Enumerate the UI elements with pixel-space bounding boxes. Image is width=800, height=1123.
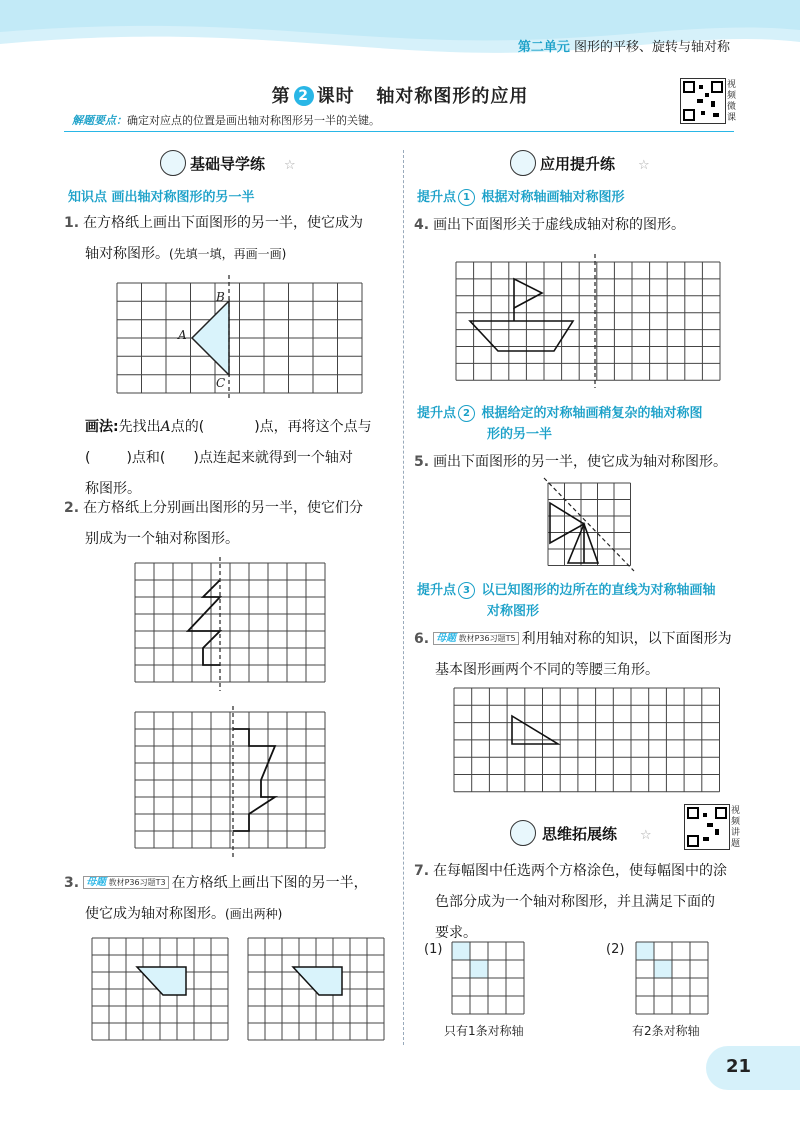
lesson-name: 轴对称图形的应用 — [376, 86, 529, 107]
question-7 — [414, 856, 786, 949]
page-number-tab — [706, 1046, 800, 1090]
method-l2a: ( — [85, 450, 91, 466]
question-6 — [414, 624, 794, 686]
lesson-suffix: 课时 — [316, 86, 355, 107]
q2-line1: 在方格纸上分别画出图形的另一半，使它们分 — [83, 500, 364, 516]
method-l2c: )点连起来就得到一个轴对 — [193, 450, 353, 466]
q7-sub1-label: (1) — [424, 942, 443, 957]
q2a-shape — [188, 580, 220, 665]
q3-grid-1 — [92, 938, 232, 1044]
page-number: 21 — [726, 1056, 752, 1077]
column-divider — [403, 150, 404, 1045]
point-3-label: 提升点 — [417, 583, 457, 598]
q7-grid-1 — [452, 942, 532, 1022]
question-3 — [64, 868, 399, 930]
star-icon-2: ☆ — [638, 158, 650, 173]
star-icon-3: ☆ — [640, 828, 652, 843]
point-1-text: 根据对称轴画轴对称图形 — [481, 190, 625, 205]
section-basic-title: 基础导学练 — [190, 155, 266, 173]
q3-tag-ref: 教材P36习题T3 — [108, 878, 166, 887]
q3-textbook-tag — [83, 876, 169, 889]
q2-grid-a — [135, 563, 335, 703]
unit-header — [518, 36, 730, 55]
q3-line2: 使它成为轴对称图形。 — [85, 906, 225, 922]
q7-line3: 要求。 — [435, 925, 477, 941]
q7-number: 7. — [414, 863, 430, 879]
q6-line2: 基本图形画两个不同的等腰三角形。 — [435, 662, 659, 678]
qr-code-icon[interactable] — [680, 78, 726, 124]
q1-triangle — [192, 301, 229, 375]
q3-grid-2 — [248, 938, 388, 1044]
point-2-label: 提升点 — [417, 406, 457, 421]
q7-sub1-caption: 只有1条对称轴 — [444, 1024, 524, 1038]
key-point — [72, 112, 380, 128]
q1-method — [85, 412, 405, 505]
q3-note: (画出两种) — [225, 907, 283, 921]
point-3-text1: 以已知图形的边所在的直线为对称轴画轴 — [481, 583, 716, 598]
q6-tag-ref: 教材P36习题T5 — [458, 634, 516, 643]
knowledge-point: 知识点 画出轴对称图形的另一半 — [68, 190, 255, 205]
method-l1c: 点的( — [170, 419, 205, 435]
q4-line1: 画出下面图形关于虚线成轴对称的图形。 — [433, 217, 686, 233]
question-2 — [64, 493, 399, 555]
point-1 — [417, 186, 625, 206]
q7-line2: 色部分成为一个轴对称图形，并且满足下面的 — [435, 894, 715, 910]
method-l1b: A — [160, 419, 171, 435]
q7-sub2-label: (2) — [606, 942, 625, 957]
q6-grid — [454, 688, 729, 798]
q5-grid — [548, 483, 638, 573]
mascot-icon-2 — [510, 150, 536, 176]
q5-number: 5. — [414, 454, 430, 470]
q1-label-a: A — [178, 328, 187, 342]
q2-line2: 别成为一个轴对称图形。 — [85, 531, 239, 547]
q5-line1: 画出下面图形的另一半，使它成为轴对称图形。 — [433, 454, 728, 470]
q1-line2: 轴对称图形。 — [85, 246, 169, 262]
method-l3: 称图形。 — [85, 481, 141, 497]
mascot-icon-3 — [510, 820, 536, 846]
star-icon: ☆ — [284, 158, 296, 173]
method-l1d: )点，再将这个点与 — [254, 419, 372, 435]
q7-line1: 在每幅图中任选两个方格涂色，使每幅图中的涂 — [433, 863, 728, 879]
qr-code-icon-2[interactable] — [684, 804, 730, 850]
unit-label: 第二单元 — [517, 40, 570, 55]
section-advance-title: 应用提升练 — [540, 155, 616, 173]
q1-label-b: B — [216, 290, 225, 304]
question-4 — [414, 210, 784, 241]
q3-shape-1 — [137, 967, 186, 995]
lesson-number-badge: 2 — [294, 86, 314, 106]
q3-number: 3. — [64, 875, 80, 891]
point-2-text1: 根据给定的对称轴画稍复杂的轴对称图 — [481, 406, 703, 421]
q7-grid-2 — [636, 942, 716, 1022]
method-l2b: )点和( — [126, 450, 166, 466]
q4-sail — [514, 279, 542, 308]
point-1-num: 1 — [458, 189, 475, 206]
q2-grid-b — [135, 712, 335, 862]
section-expand-title: 思维拓展练 — [542, 825, 618, 843]
unit-title: 图形的平移、旋转与轴对称 — [573, 40, 730, 55]
qr-top-label: 视频微课 — [727, 80, 737, 123]
point-2 — [417, 403, 703, 445]
qr-bottom-label: 视频讲题 — [731, 806, 741, 849]
q1-label-c: C — [216, 376, 226, 390]
q1-number: 1. — [64, 215, 80, 231]
q3-shape-2 — [293, 967, 342, 995]
point-2-text2: 形的另一半 — [487, 427, 553, 442]
method-l1a: 先找出 — [118, 419, 161, 435]
point-3-num: 3 — [458, 582, 475, 599]
q6-number: 6. — [414, 631, 430, 647]
lesson-prefix: 第 — [271, 86, 291, 107]
q4-number: 4. — [414, 217, 430, 233]
q6-tag-mu: 母题 — [436, 633, 457, 644]
q6-textbook-tag — [433, 632, 519, 645]
key-point-text: 确定对应点的位置是画出轴对称图形另一半的关键。 — [127, 114, 380, 127]
key-point-label: 解题要点： — [72, 114, 127, 127]
point-3-text2: 对称图形 — [487, 604, 540, 619]
q1-note: (先填一填，再画一画) — [169, 247, 287, 261]
q1-grid — [117, 283, 367, 403]
point-3 — [417, 580, 716, 622]
divider — [64, 131, 734, 132]
q4-grid — [456, 262, 726, 387]
q5-axis — [544, 478, 634, 571]
q2-number: 2. — [64, 500, 80, 516]
mascot-icon — [160, 150, 186, 176]
q7-sub2-caption: 有2条对称轴 — [632, 1024, 700, 1038]
question-1 — [64, 208, 399, 270]
q6-line1: 利用轴对称的知识，以下面图形为 — [521, 631, 732, 647]
question-5 — [414, 447, 784, 478]
q3-tag-mu: 母题 — [86, 877, 107, 888]
point-2-num: 2 — [458, 405, 475, 422]
q3-line1: 在方格纸上画出下图的另一半， — [171, 875, 368, 891]
method-label: 画法: — [85, 419, 119, 435]
q1-line1: 在方格纸上画出下面图形的另一半，使它成为 — [83, 215, 364, 231]
point-1-label: 提升点 — [417, 190, 457, 205]
